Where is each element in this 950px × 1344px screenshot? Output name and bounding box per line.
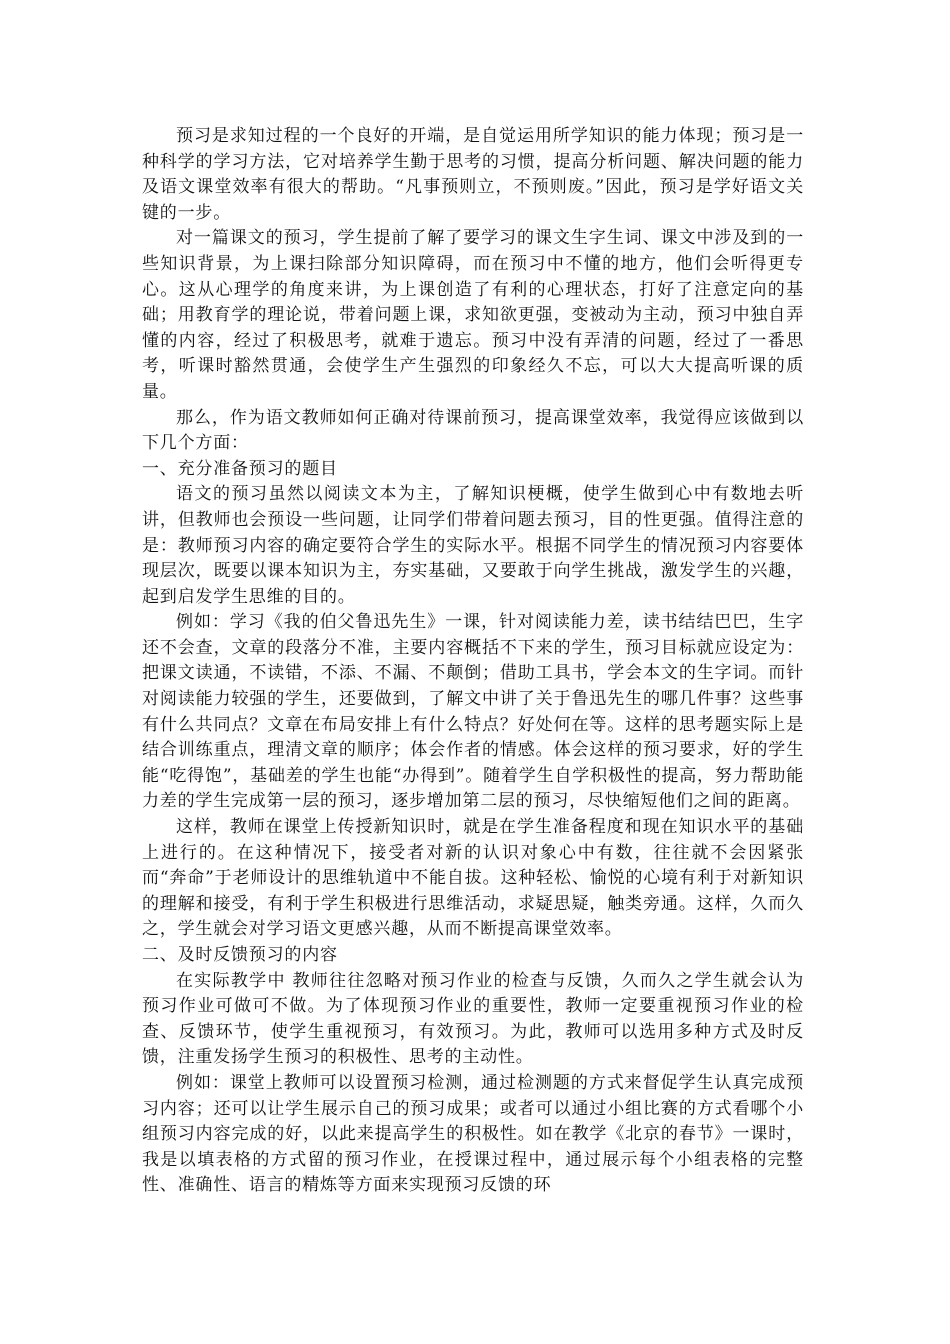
paragraph-section1-conclusion: 这样，教师在课堂上传授新知识时，就是在学生准备程度和现在知识水平的基础上进行的。在这种情况下，接受者对新的认识对象心中有数，往往就不会因紧张而“奔命”于老师设计的思维轨道中不能自拔。这种轻松、愉悦的心境有利于对新知识的理解和接受，有利于学生积极进行思维活动，求疑思疑，触类旁通。这样，久而久之，学生就会对学习语文更感兴趣，从而不断提高课堂效率。	[142, 817, 804, 940]
paragraph-section1-example: 例如：学习《我的伯父鲁迅先生》一课，针对阅读能力差，读书结结巴巴，生字还不会查，文章的段落分不准，主要内容概括不下来的学生，预习目标就应设定为：把课文读通，不读错，不添、不漏、不颠倒；借助工具书，学会本文的生字词。而针对阅读能力较强的学生，还要做到，了解文中讲了关于鲁迅先生的哪几件事？这些事有什么共同点？文章在布局安排上有什么特点？好处何在等。这样的思考题实际上是结合训练重点，理清文章的顺序；体会作者的情感。体会这样的预习要求，好的学生能“吃得饱”，基础差的学生也能“办得到”。随着学生自学积极性的提高，努力帮助能力差的学生完成第一层的预习，逐步增加第二层的预习，尽快缩短他们之间的距离。	[142, 612, 804, 812]
paragraph-transition: 那么，作为语文教师如何正确对待课前预习，提高课堂效率，我觉得应该做到以下几个方面：	[142, 407, 804, 454]
section-heading-2: 二、及时反馈预习的内容	[142, 945, 338, 965]
paragraph-preview-benefits: 对一篇课文的预习，学生提前了解了要学习的课文生字生词、课文中涉及到的一些知识背景，为上课扫除部分知识障碍，而在预习中不懂的地方，他们会听得更专心。这从心理学的角度来讲，为上课创造了有利的心理状态，打好了注意定向的基础；用教育学的理论说，带着问题上课，求知欲更强，变被动为主动，预习中独自弄懂的内容，经过了积极思考，就难于遗忘。预习中没有弄清的问题，经过了一番思考，听课时豁然贯通，会使学生产生强烈的印象经久不忘，可以大大提高听课的质量。	[142, 228, 804, 402]
paragraph-section2-body: 在实际教学中 教师往往忽略对预习作业的检查与反馈，久而久之学生就会认为预习作业可做可不做。为了体现预习作业的重要性，教师一定要重视预习作业的检查、反馈环节，使学生重视预习，有效预习。为此，教师可以选用多种方式及时反馈，注重发扬学生预习的积极性、思考的主动性。	[142, 970, 804, 1068]
paragraph-section2-example: 例如：课堂上教师可以设置预习检测，通过检测题的方式来督促学生认真完成预习内容；还可以让学生展示自己的预习成果；或者可以通过小组比赛的方式看哪个小组预习内容完成的好，以此来提高学生的积极性。如在教学《北京的春节》一课时，我是以填表格的方式留的预习作业，在授课过程中，通过展示每个小组表格的完整性、准确性、语言的精炼等方面来实现预习反馈的环	[142, 1072, 804, 1196]
document-body	[142, 124, 804, 1199]
paragraph-section1-body: 语文的预习虽然以阅读文本为主，了解知识梗概，使学生做到心中有数地去听讲，但教师也会预设一些问题，让同学们带着问题去预习，目的性更强。值得注意的是：教师预习内容的确定要符合学生的实际水平。根据不同学生的情况预习内容要体现层次，既要以课本知识为主，夯实基础，又要敢于向学生挑战，激发学生的兴趣，起到启发学生思维的目的。	[142, 484, 804, 607]
section-heading-1: 一、充分准备预习的题目	[142, 458, 338, 479]
paragraph-intro: 预习是求知过程的一个良好的开端，是自觉运用所学知识的能力体现；预习是一种科学的学习方法，它对培养学生勤于思考的习惯，提高分析问题、解决问题的能力及语文课堂效率有很大的帮助。“凡事预则立，不预则废。”因此，预习是学好语文关键的一步。	[142, 126, 804, 223]
